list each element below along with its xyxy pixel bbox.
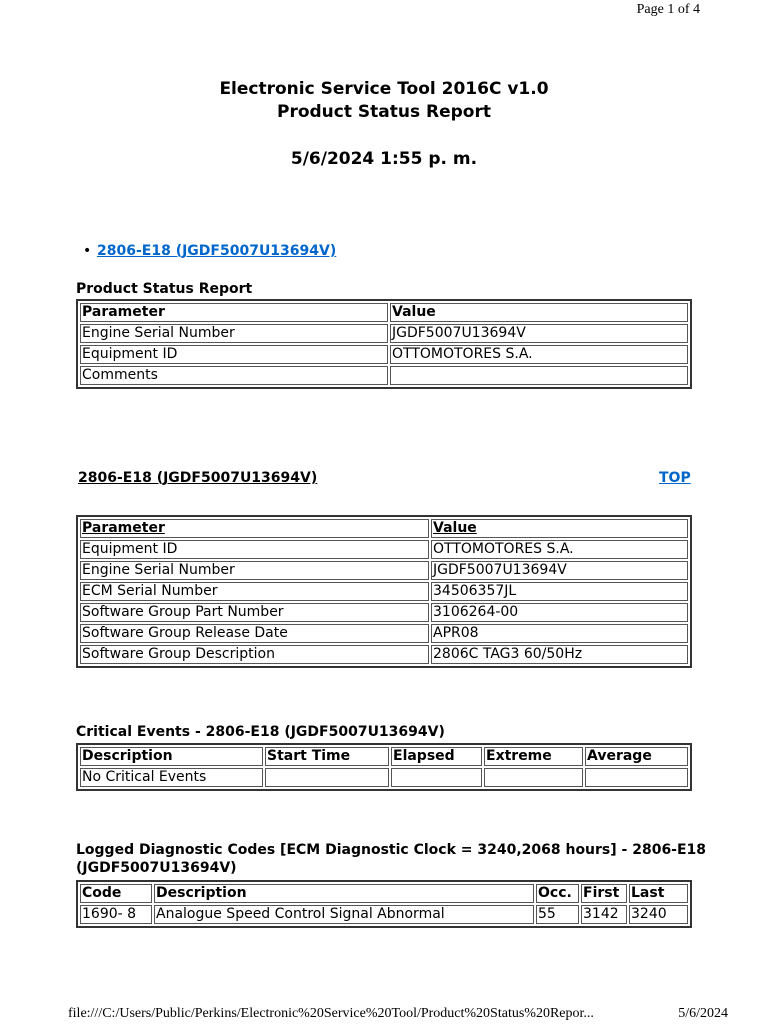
param-cell: Software Group Part Number	[80, 603, 429, 622]
header-extreme: Extreme	[484, 747, 583, 766]
engine-section-heading: 2806-E18 (JGDF5007U13694V)	[78, 470, 318, 486]
first-cell: 3142	[581, 905, 627, 924]
table-row	[80, 645, 688, 664]
param-cell: Software Group Description	[80, 645, 429, 664]
critical-events-table-body	[80, 747, 688, 787]
value-cell: OTTOMOTORES S.A.	[390, 345, 688, 364]
footer-date: 5/6/2024	[678, 1006, 728, 1021]
param-cell: Engine Serial Number	[80, 324, 388, 343]
header-parameter: Parameter	[80, 519, 429, 538]
report-date: 5/6/2024 1:55 p. m.	[290, 149, 478, 169]
table-row	[80, 582, 688, 601]
average-cell	[585, 768, 688, 787]
code-cell: 1690- 8	[80, 905, 152, 924]
header-average: Average	[585, 747, 688, 766]
header-parameter: Parameter	[80, 303, 388, 322]
value-cell: APR08	[431, 624, 688, 643]
param-cell: Comments	[80, 366, 388, 385]
header-start-time: Start Time	[265, 747, 389, 766]
table-header-row	[80, 747, 688, 766]
param-cell: Equipment ID	[80, 345, 388, 364]
table-row	[80, 905, 688, 924]
table-row	[80, 345, 688, 364]
extreme-cell	[484, 768, 583, 787]
header-first: First	[581, 884, 627, 903]
report-title: Electronic Service Tool 2016C v1.0	[219, 79, 549, 99]
value-cell: JGDF5007U13694V	[390, 324, 688, 343]
table-row	[80, 366, 688, 385]
table-row	[80, 324, 688, 343]
critical-events-table	[76, 743, 692, 791]
header-value: Value	[390, 303, 688, 322]
header-elapsed: Elapsed	[391, 747, 482, 766]
logged-codes-table	[76, 880, 692, 928]
toc-engine-link[interactable]: 2806-E18 (JGDF5007U13694V)	[97, 243, 337, 259]
start-time-cell	[265, 768, 389, 787]
table-row	[80, 561, 688, 580]
param-cell: Software Group Release Date	[80, 624, 429, 643]
value-cell	[390, 366, 688, 385]
critical-events-heading: Critical Events - 2806-E18 (JGDF5007U13694V)	[76, 724, 445, 740]
header-description: Description	[154, 884, 534, 903]
report-subtitle: Product Status Report	[276, 102, 491, 122]
footer-file-path: file:///C:/Users/Public/Perkins/Electronic%20Service%20Tool/Product%20Status%20Repor...	[68, 1006, 594, 1021]
table-row	[80, 624, 688, 643]
top-link[interactable]: TOP	[659, 470, 691, 486]
table-header-row	[80, 519, 688, 538]
summary-table-body	[80, 303, 688, 385]
header-code: Code	[80, 884, 152, 903]
table-row	[80, 768, 688, 787]
param-cell: Equipment ID	[80, 540, 429, 559]
elapsed-cell	[391, 768, 482, 787]
description-cell: No Critical Events	[80, 768, 263, 787]
engine-table-body	[80, 519, 688, 664]
engine-table	[76, 515, 692, 668]
table-header-row	[80, 303, 688, 322]
header-occ: Occ.	[536, 884, 579, 903]
summary-heading: Product Status Report	[76, 281, 253, 297]
value-cell: 34506357JL	[431, 582, 688, 601]
toc-item	[97, 243, 336, 259]
logged-codes-heading-cont: (JGDF5007U13694V)	[76, 860, 237, 876]
table-row	[80, 603, 688, 622]
value-cell: 2806C TAG3 60/50Hz	[431, 645, 688, 664]
value-cell: 3106264-00	[431, 603, 688, 622]
last-cell: 3240	[629, 905, 688, 924]
table-row	[80, 540, 688, 559]
table-header-row	[80, 884, 688, 903]
logged-codes-heading: Logged Diagnostic Codes [ECM Diagnostic Clock = 3240,2068 hours] - 2806-E18	[76, 842, 707, 858]
logged-codes-table-body	[80, 884, 688, 924]
header-last: Last	[629, 884, 688, 903]
occ-cell: 55	[536, 905, 579, 924]
param-cell: ECM Serial Number	[80, 582, 429, 601]
param-cell: Engine Serial Number	[80, 561, 429, 580]
value-cell: OTTOMOTORES S.A.	[431, 540, 688, 559]
header-description: Description	[80, 747, 263, 766]
header-value: Value	[431, 519, 688, 538]
page-number: Page 1 of 4	[636, 2, 700, 17]
summary-table	[76, 299, 692, 389]
value-cell: JGDF5007U13694V	[431, 561, 688, 580]
description-cell: Analogue Speed Control Signal Abnormal	[154, 905, 534, 924]
